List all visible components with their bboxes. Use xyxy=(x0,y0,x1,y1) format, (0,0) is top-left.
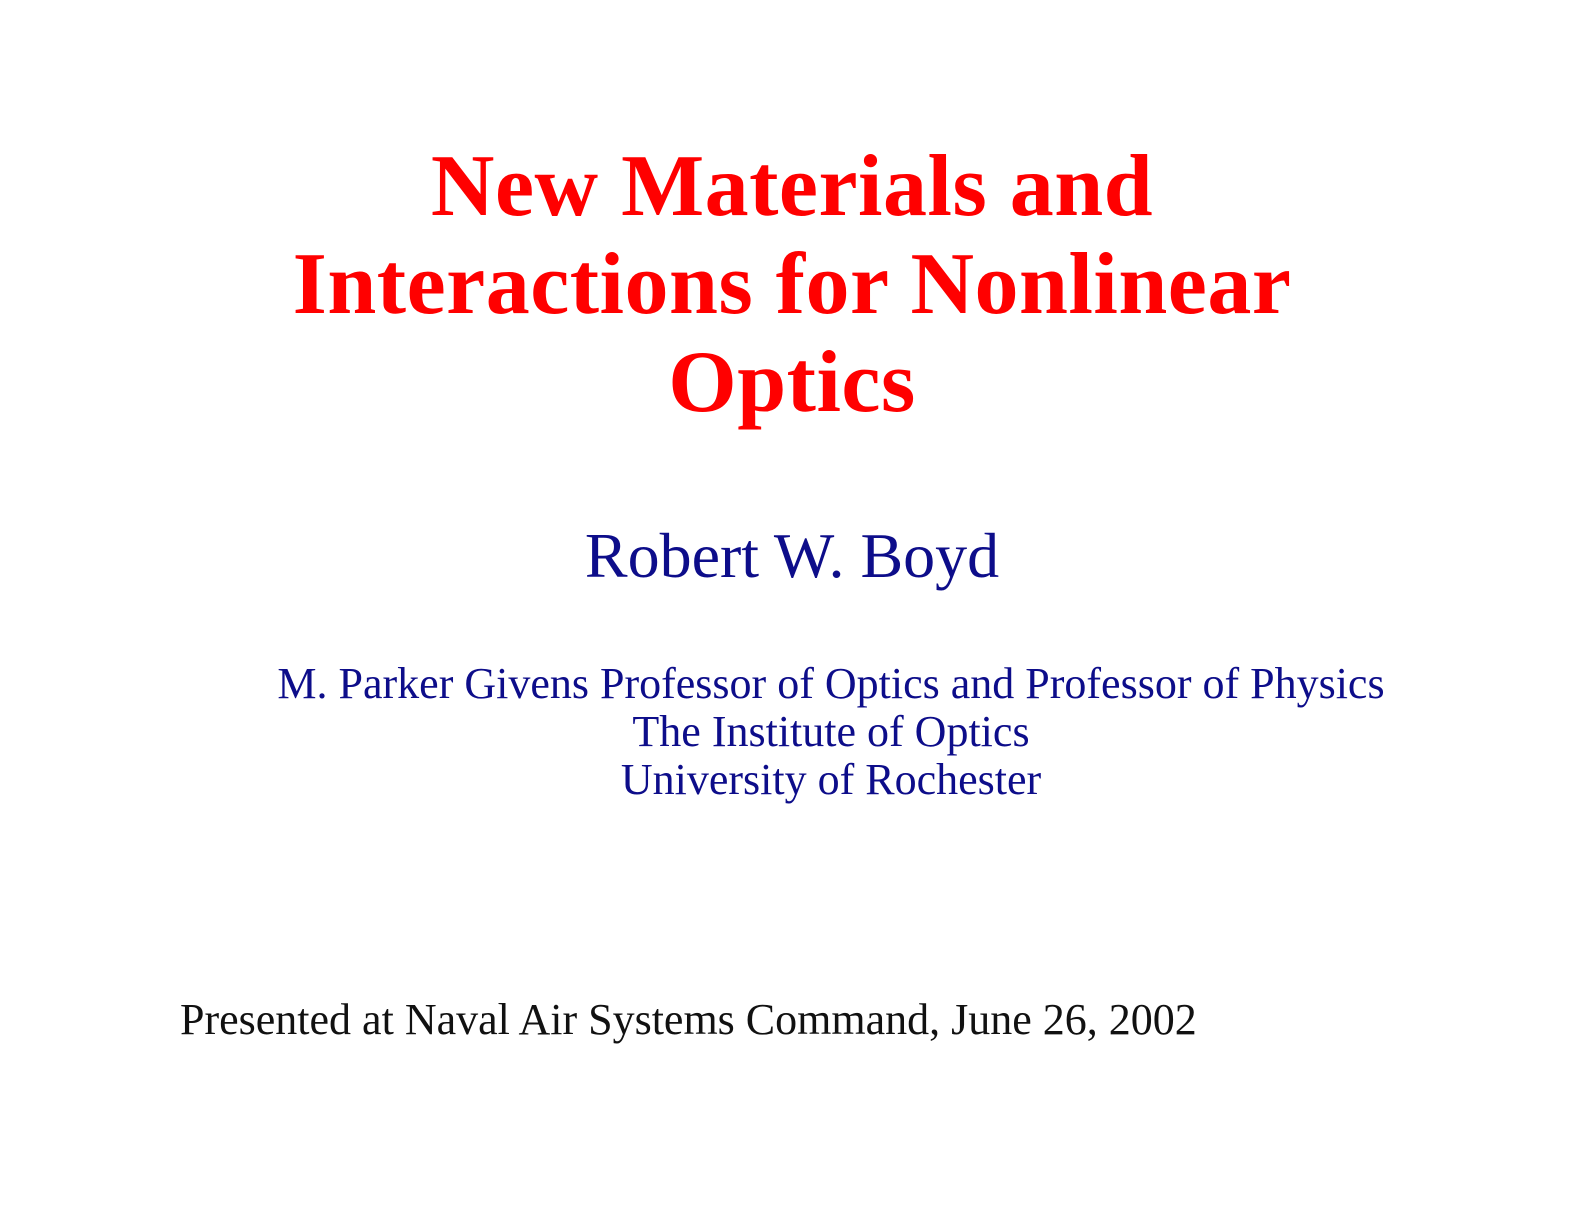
slide-title xyxy=(0,138,1584,432)
author-name: Robert W. Boyd xyxy=(584,520,1000,591)
author-affiliation xyxy=(222,660,1440,804)
title-line-3: Optics xyxy=(668,334,916,431)
affiliation-university: University of Rochester xyxy=(620,755,1042,804)
title-line-2: Interactions for Nonlinear xyxy=(292,236,1292,333)
presentation-venue-date: Presented at Naval Air Systems Command, June 26, 2002 xyxy=(180,995,1197,1044)
title-line-1: New Materials and xyxy=(430,138,1154,235)
affiliation-position: M. Parker Givens Professor of Optics and Professor of Physics xyxy=(277,659,1385,708)
affiliation-institute: The Institute of Optics xyxy=(632,707,1030,756)
